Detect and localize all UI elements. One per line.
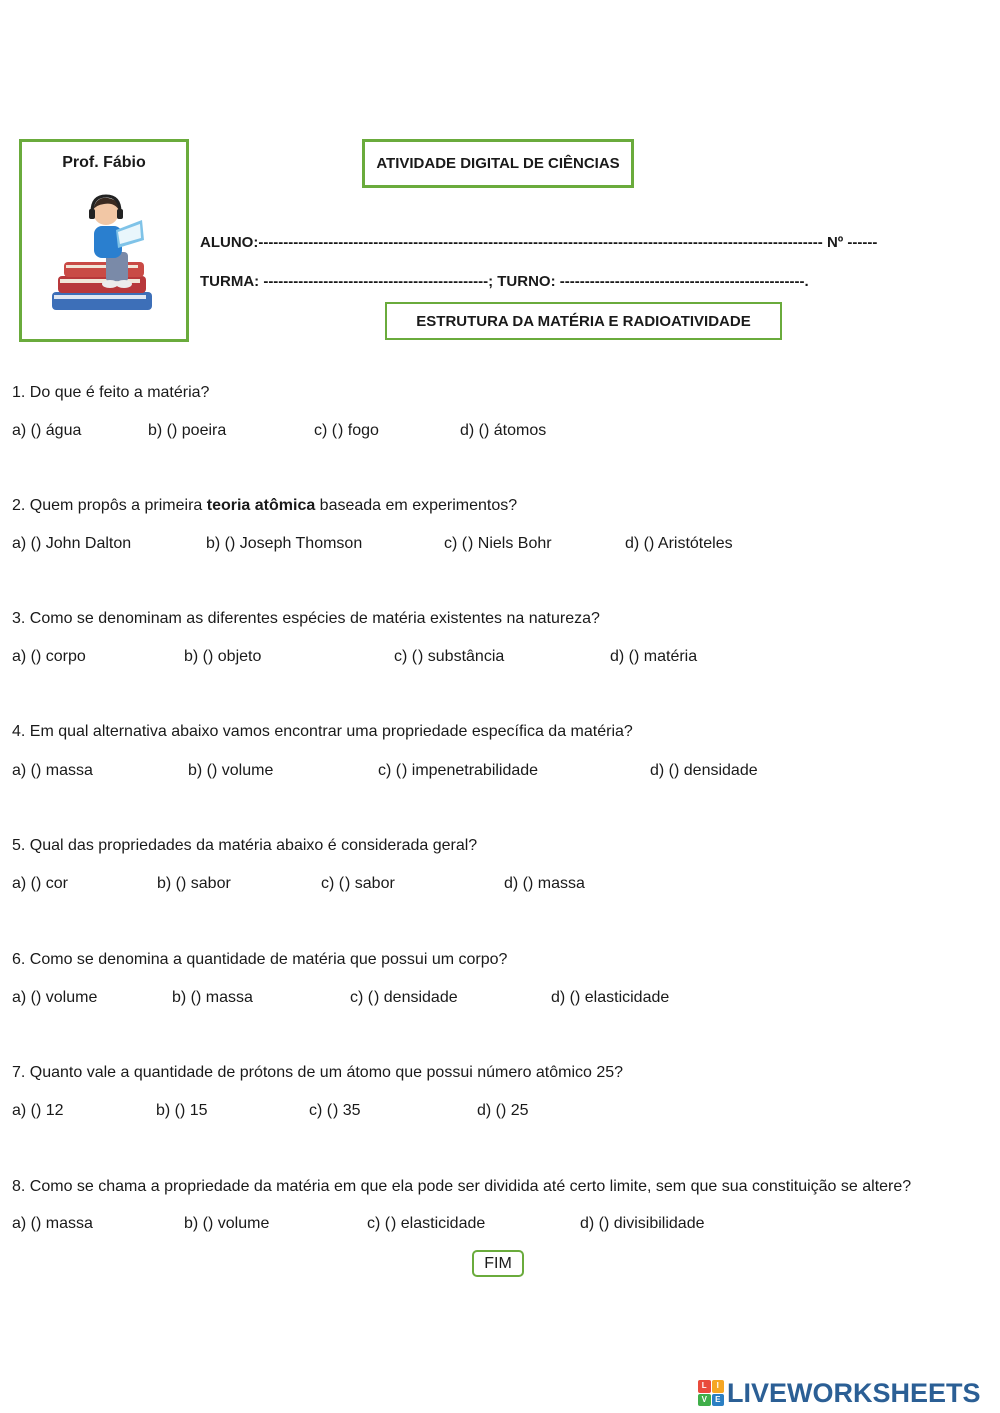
option-2c[interactable]: c) () Niels Bohr xyxy=(444,535,552,552)
option-5d[interactable]: d) () massa xyxy=(504,875,585,892)
question-3: 3. Como se denominam as diferentes espécies de matéria existentes na natureza? xyxy=(12,610,600,627)
option-4a[interactable]: a) () massa xyxy=(12,762,93,779)
option-3d[interactable]: d) () matéria xyxy=(610,648,698,665)
option-6b[interactable]: b) () massa xyxy=(172,989,253,1006)
teacher-box xyxy=(19,139,189,342)
activity-title: ATIVIDADE DIGITAL DE CIÊNCIAS xyxy=(362,139,634,188)
option-3a[interactable]: a) () corpo xyxy=(12,648,86,665)
topic-title: ESTRUTURA DA MATÉRIA E RADIOATIVIDADE xyxy=(385,302,782,340)
logo-text: LIVEWORKSHEETS xyxy=(727,1377,981,1408)
liveworksheets-logo xyxy=(698,1376,981,1410)
teacher-name: Prof. Fábio xyxy=(62,154,146,171)
option-5a[interactable]: a) () cor xyxy=(12,875,68,892)
option-6c[interactable]: c) () densidade xyxy=(350,989,458,1006)
logo-mark-tile: E xyxy=(712,1394,725,1407)
option-1d[interactable]: d) () átomos xyxy=(460,422,547,439)
option-1b[interactable]: b) () poeira xyxy=(148,422,227,439)
question-2: 2. Quem propôs a primeira teoria atômica baseada em experimentos? xyxy=(12,497,518,514)
avatar-reading-on-books xyxy=(46,192,161,322)
option-5b[interactable]: b) () sabor xyxy=(157,875,231,892)
liveworksheets-logo-icon xyxy=(698,1380,724,1406)
student-name-line: ALUNO:----------------------------------------------------------------------------------------------------------------- Nº ------ xyxy=(200,234,878,251)
option-7b[interactable]: b) () 15 xyxy=(156,1102,208,1119)
option-8a[interactable]: a) () massa xyxy=(12,1215,93,1232)
option-2b[interactable]: b) () Joseph Thomson xyxy=(206,535,363,552)
option-2a[interactable]: a) () John Dalton xyxy=(12,535,132,552)
logo-mark-tile: V xyxy=(698,1394,711,1407)
option-5c[interactable]: c) () sabor xyxy=(321,875,395,892)
option-3b[interactable]: b) () objeto xyxy=(184,648,262,665)
option-7c[interactable]: c) () 35 xyxy=(309,1102,361,1119)
question-7: 7. Quanto vale a quantidade de prótons de um átomo que possui número atômico 25? xyxy=(12,1064,624,1081)
question-8: 8. Como se chama a propriedade da matéria em que ela pode ser dividida até certo limite, sem que sua constituição se altere? xyxy=(12,1178,912,1195)
option-4b[interactable]: b) () volume xyxy=(188,762,274,779)
option-1a[interactable]: a) () água xyxy=(12,422,82,439)
option-6a[interactable]: a) () volume xyxy=(12,989,98,1006)
option-8d[interactable]: d) () divisibilidade xyxy=(580,1215,705,1232)
option-4d[interactable]: d) () densidade xyxy=(650,762,758,779)
finish-button[interactable]: FIM xyxy=(472,1250,524,1277)
question-1: 1. Do que é feito a matéria? xyxy=(12,384,210,401)
question-6: 6. Como se denomina a quantidade de matéria que possui um corpo? xyxy=(12,951,508,968)
logo-mark-tile: I xyxy=(712,1380,725,1393)
option-3c[interactable]: c) () substância xyxy=(394,648,505,665)
logo-mark-tile: L xyxy=(698,1380,711,1393)
option-8b[interactable]: b) () volume xyxy=(184,1215,270,1232)
option-7a[interactable]: a) () 12 xyxy=(12,1102,64,1119)
option-4c[interactable]: c) () impenetrabilidade xyxy=(378,762,539,779)
option-8c[interactable]: c) () elasticidade xyxy=(367,1215,486,1232)
option-7d[interactable]: d) () 25 xyxy=(477,1102,529,1119)
option-1c[interactable]: c) () fogo xyxy=(314,422,379,439)
question-4: 4. Em qual alternativa abaixo vamos encontrar uma propriedade específica da matéria? xyxy=(12,723,633,740)
question-5: 5. Qual das propriedades da matéria abaixo é considerada geral? xyxy=(12,837,478,854)
option-2d[interactable]: d) () Aristóteles xyxy=(625,535,733,552)
option-6d[interactable]: d) () elasticidade xyxy=(551,989,670,1006)
class-shift-line: TURMA: ---------------------------------------------; TURNO: -------------------------------------------------. xyxy=(200,273,809,290)
